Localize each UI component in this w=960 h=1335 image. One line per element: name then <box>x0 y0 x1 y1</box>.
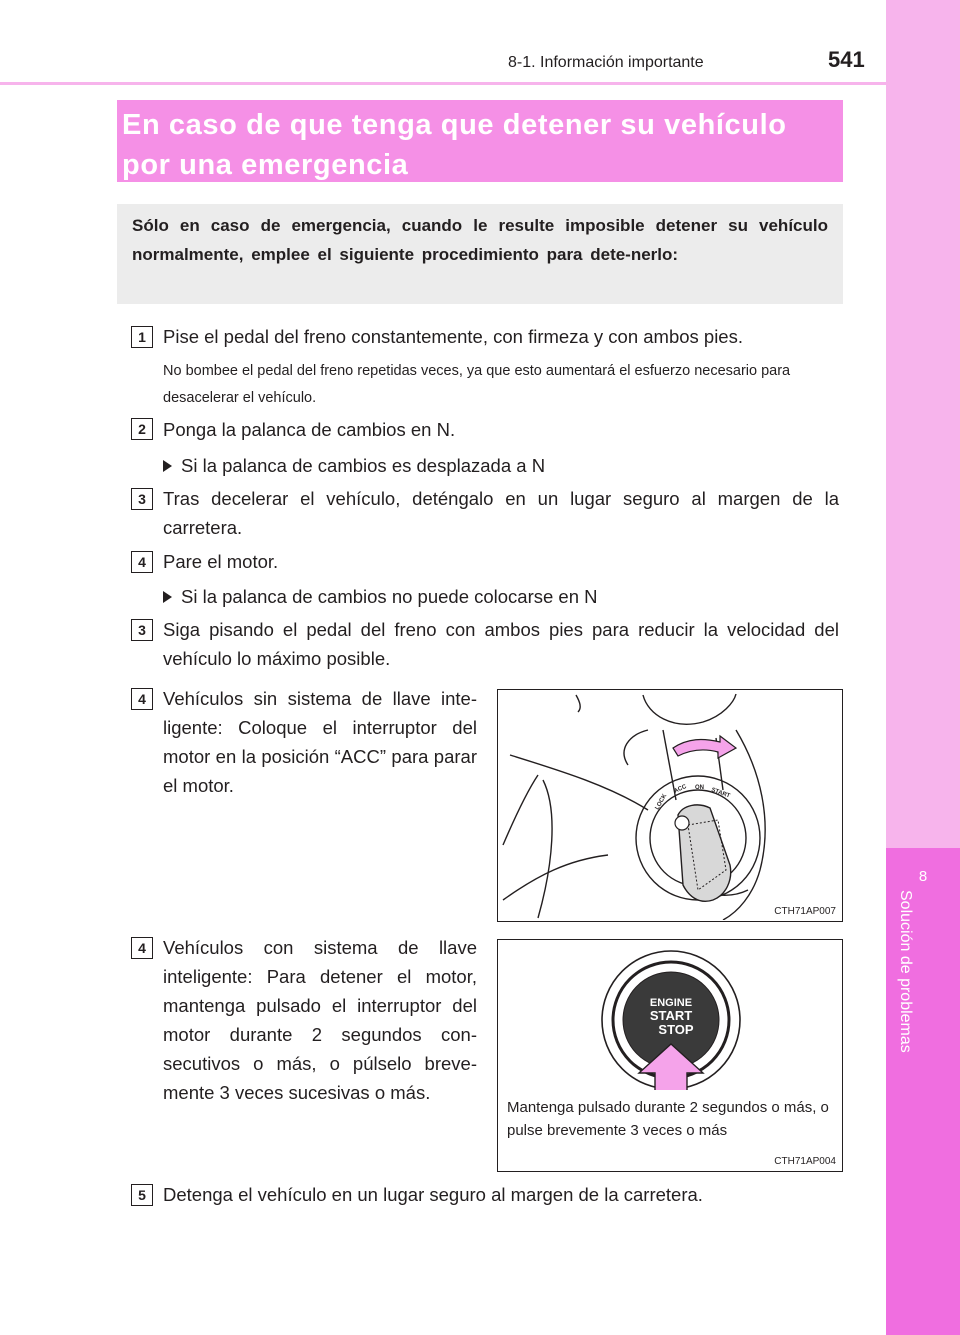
figure-code: CTH71AP007 <box>774 906 836 917</box>
page-number: 541 <box>828 47 865 72</box>
figure-caption: Mantenga pulsado durante 2 segundos o más, o pulse brevemente 3 veces o más <box>507 1099 829 1139</box>
chapter-number: 8 <box>918 868 928 885</box>
step-text: Vehículos sin sistema de llave inte-ligente: Coloque el interruptor del motor en la posición “ACC” para parar el motor. <box>163 688 477 796</box>
dial-label: ON <box>695 785 704 791</box>
header-rule <box>0 82 886 85</box>
step-number-box: 3 <box>131 488 153 510</box>
step-number-box: 4 <box>131 551 153 573</box>
start-label: START <box>649 1008 693 1023</box>
dial-label: LOCK <box>654 793 669 811</box>
triangle-bullet-icon <box>163 591 172 603</box>
dial-label: ACC <box>673 783 688 795</box>
step-number-box: 2 <box>131 418 153 440</box>
figure-code: CTH71AP004 <box>774 1156 836 1167</box>
ignition-key-illustration <box>498 690 841 920</box>
page-title: En caso de que tenga que detener su vehículo por una emergencia <box>122 109 787 181</box>
step-text: Siga pisando el pedal del freno con ambos pies para reducir la velocidad del vehículo lo máximo posible. <box>163 619 839 669</box>
step-number-box: 4 <box>131 688 153 710</box>
ignition-key-figure <box>497 689 843 922</box>
dial-label: START <box>710 787 731 800</box>
step-text: Detenga el vehículo en un lugar seguro al margen de la carretera. <box>163 1184 703 1205</box>
step-text: Vehículos con sistema de llave inteligente: Para detener el motor, mantenga pulsado el interruptor del motor durante 2 segundos con-secutivos o más, o púlselo breve-mente 3 veces sucesivas o más. <box>163 937 477 1103</box>
triangle-bullet-icon <box>163 460 172 472</box>
step-text: Tras decelerar el vehículo, deténgalo en un lugar seguro al margen de la carretera. <box>163 488 839 538</box>
condition-heading: Si la palanca de cambios es desplazada a N <box>181 455 546 476</box>
stop-label: STOP <box>658 1022 694 1037</box>
note-text: No bombee el pedal del freno repetidas veces, ya que esto aumentará el esfuerzo necesario para desacelerar el vehículo. <box>163 363 791 406</box>
step-number-box: 1 <box>131 326 153 348</box>
step-number-box: 3 <box>131 619 153 641</box>
engine-switch-figure <box>497 939 843 1172</box>
engine-switch-illustration <box>498 940 841 1090</box>
step-text: Pare el motor. <box>163 551 279 572</box>
condition-heading: Si la palanca de cambios no puede colocarse en N <box>181 586 598 607</box>
engine-label: ENGINE <box>649 997 693 1009</box>
step-text: Ponga la palanca de cambios en N. <box>163 419 456 440</box>
step-number-box: 5 <box>131 1184 153 1206</box>
chapter-title: Solución de problemas <box>897 890 914 1053</box>
step-number-box: 4 <box>131 937 153 959</box>
rotate-arrow-icon <box>673 736 736 758</box>
section-label: 8-1. Información importante <box>508 54 704 71</box>
intro-text: Sólo en caso de emergencia, cuando le resulte imposible detener su vehículo normalmente, emplee el siguiente procedimiento para dete-nerlo: <box>132 216 828 264</box>
step-text: Pise el pedal del freno constantemente, con firmeza y con ambos pies. <box>163 326 743 347</box>
